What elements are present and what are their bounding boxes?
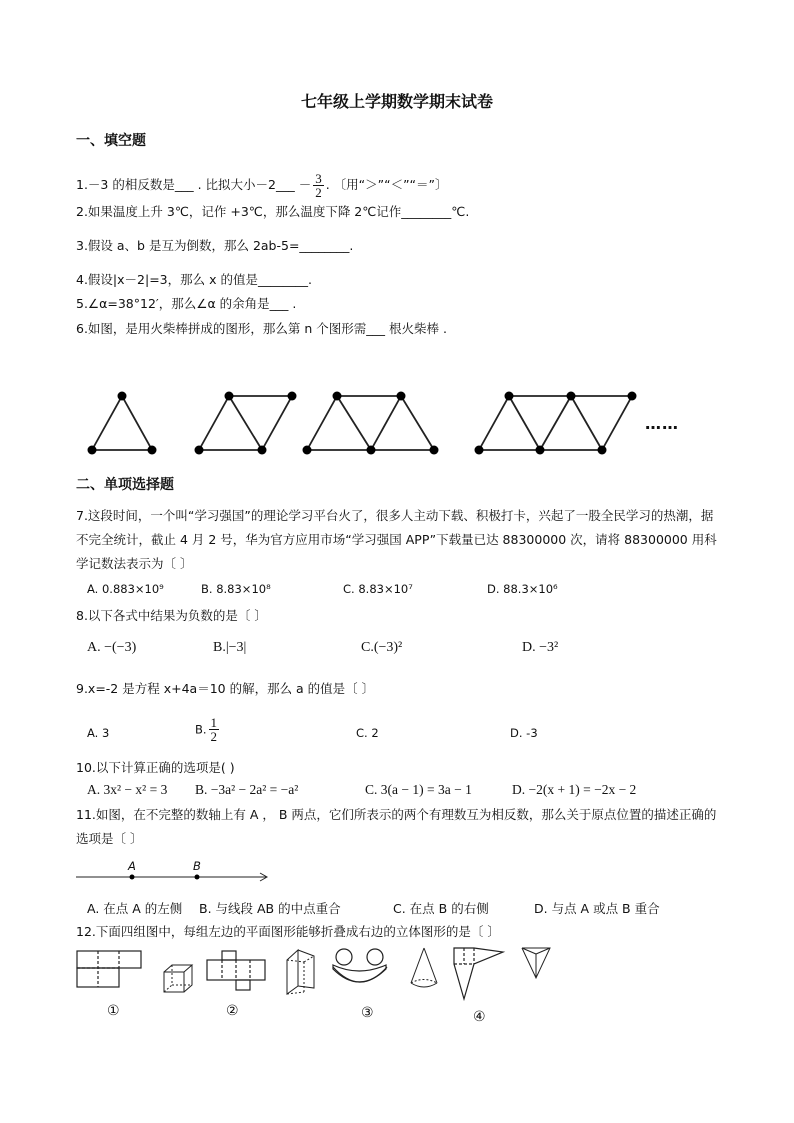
q11-option-b: B. 与线段 AB 的中点重合 <box>199 901 341 916</box>
q8-option-a: A. −(−3) <box>87 640 137 655</box>
question-4: 4.假设|x－2|=3，那么 x 的值是________. <box>76 272 312 287</box>
q10-option-b: B. −3a² − 2a² = −a² <box>195 782 299 797</box>
q9-option-a: A. 3 <box>87 726 110 740</box>
q12-figure-2-prism <box>284 948 318 996</box>
q9-option-c: C. 2 <box>356 726 379 740</box>
question-7: 7.这段时间，一个叫“学习强国”的理论学习平台火了，很多人主动下载、积极打卡，兴起了一股全民学习的热潮，据不完全统计，截止 4 月 2 号，华为官方应用市场“学习强国 APP”下载量已达 88300000 次，请将 88300000 用科学记数法表示为〔 〕 <box>76 508 717 571</box>
q7-option-b: B. 8.83×10⁸ <box>201 582 271 596</box>
q9-option-d: D. -3 <box>510 726 538 740</box>
q12-figure-3-cone <box>408 947 440 991</box>
q12-label-1: ① <box>107 1003 120 1019</box>
section-fill-blank: 一、填空题 <box>76 133 146 149</box>
q7-option-d: D. 88.3×10⁶ <box>487 582 558 596</box>
number-line-label-b: B <box>193 859 201 873</box>
q12-figure-2-net <box>206 950 268 992</box>
q12-figure-1-cube <box>163 964 195 994</box>
q12-figure-4-net <box>450 944 506 1000</box>
q12-figure-4-pyramid <box>520 944 554 984</box>
number-line-label-a: A <box>128 859 136 873</box>
q12-label-4: ④ <box>473 1009 486 1025</box>
q8-option-b: B.|−3| <box>213 640 247 655</box>
q10-option-d: D. −2(x + 1) = −2x − 2 <box>512 782 637 797</box>
question-12: 12.下面四组图中，每组左边的平面图形能够折叠成右边的立体图形的是〔 〕 <box>76 924 500 939</box>
question-5: 5.∠α=38°12′，那么∠α 的余角是___ . <box>76 296 297 311</box>
question-3: 3.假设 a、b 是互为倒数，那么 2ab-5=________. <box>76 238 354 253</box>
question-11: 11.如图，在不完整的数轴上有 A ， B 两点，它们所表示的两个有理数互为相反数，那么关于原点位置的描述正确的选项是〔 〕 <box>76 807 717 846</box>
number-line <box>76 858 276 888</box>
q9-option-b-label: B. <box>195 722 207 737</box>
q9-b-fraction <box>209 716 220 743</box>
q9-b-numerator: 1 <box>210 715 218 730</box>
q1-fraction <box>313 172 324 199</box>
q12-label-2: ② <box>226 1003 239 1019</box>
question-8: 8.以下各式中结果为负数的是〔 〕 <box>76 608 267 623</box>
q1-denominator: 2 <box>315 185 322 200</box>
q10-option-a: A. 3x² − x² = 3 <box>87 782 168 797</box>
q9-b-denominator: 2 <box>210 729 218 744</box>
q1-numerator: 3 <box>315 171 322 186</box>
q11-option-c: C. 在点 B 的右侧 <box>393 901 489 916</box>
q12-figure-3-net <box>330 947 392 991</box>
ellipsis: …… <box>645 414 679 433</box>
q12-label-3: ③ <box>361 1005 374 1021</box>
question-2: 2.如果温度上升 3℃，记作 +3℃，那么温度下降 2℃记作________℃. <box>76 204 470 219</box>
q1-text-tail: . 〔用“＞”“＜”“＝”〕 <box>325 177 448 192</box>
q8-option-d: D. −3² <box>522 640 559 655</box>
q12-figure-1-net <box>76 950 146 990</box>
q7-option-a: A. 0.883×10⁹ <box>87 582 164 596</box>
q11-option-a: A. 在点 A 的左侧 <box>87 901 183 916</box>
q8-option-c: C.(−3)² <box>361 640 403 655</box>
q10-option-c: C. 3(a − 1) = 3a − 1 <box>365 782 472 797</box>
q9-option-b <box>195 716 221 743</box>
q11-option-d: D. 与点 A 或点 B 重合 <box>534 901 660 916</box>
question-9: 9.x=-2 是方程 x+4a＝10 的解，那么 a 的值是〔 〕 <box>76 681 375 696</box>
question-10: 10.以下计算正确的选项是( ) <box>76 760 235 775</box>
q7-option-c: C. 8.83×10⁷ <box>343 582 413 596</box>
page-title: 七年级上学期数学期末试卷 <box>300 92 493 111</box>
section-single-choice: 二、单项选择题 <box>76 477 174 493</box>
question-1 <box>76 172 448 199</box>
question-6: 6.如图，是用火柴棒拼成的图形，那么第 n 个图形需___ 根火柴棒 . <box>76 321 447 336</box>
q1-text: 1.－3 的相反数是___ . 比拟大小－2___ － <box>76 177 312 192</box>
